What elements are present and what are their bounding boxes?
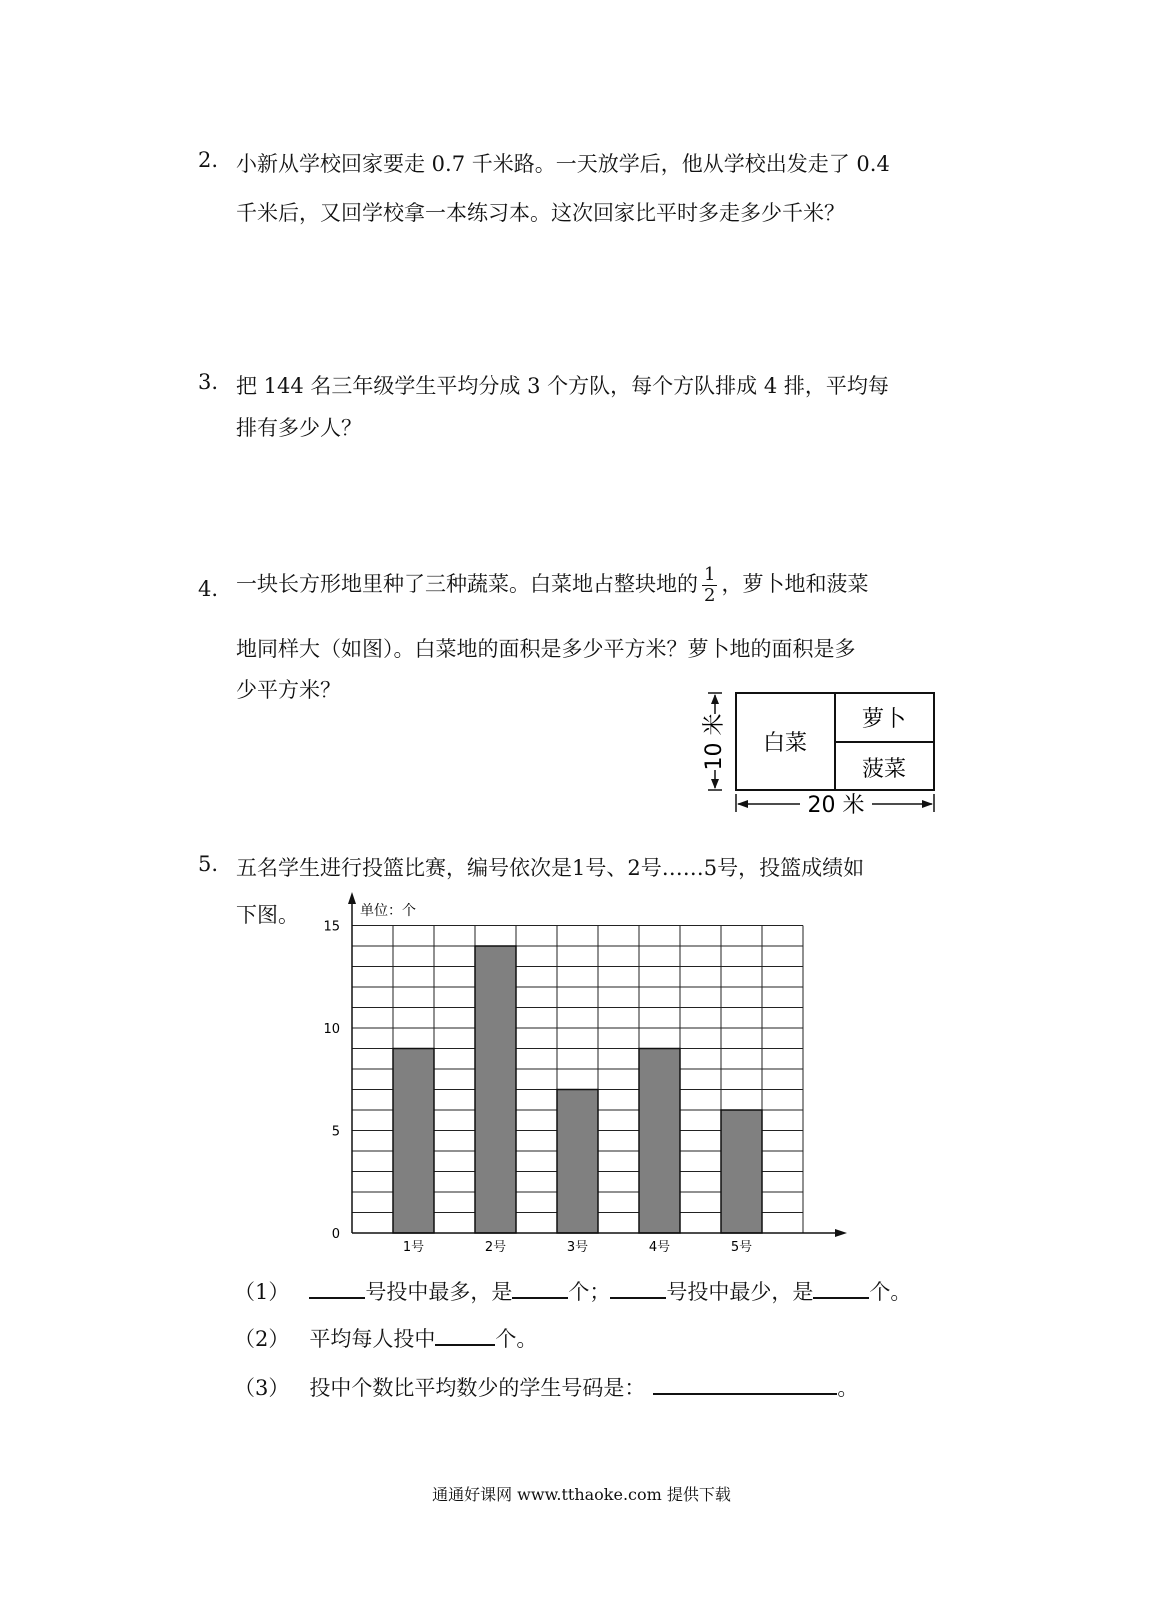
sub-question-1-text-c: 号投中最少，是 (666, 1280, 814, 1304)
sub-question-2-text-b: 个。 (495, 1327, 538, 1351)
y-tick-label: 15 (323, 919, 340, 935)
question-4-line-2: 地同样大（如图）。白菜地的面积是多少平方米？萝卜地的面积是多 (236, 637, 856, 661)
height-label: 10 米 (702, 713, 727, 771)
sub-question-2 (234, 1323, 537, 1353)
bar-2 (475, 946, 516, 1233)
x-tick-label: 3号 (566, 1240, 589, 1255)
sub-question-2-label: （2） (234, 1327, 290, 1351)
x-tick-label: 4号 (648, 1240, 671, 1255)
x-tick-label: 5号 (730, 1240, 753, 1255)
x-tick-label: 1号 (402, 1240, 425, 1255)
answer-blank-below-average[interactable] (653, 1373, 837, 1395)
spinach-label: 菠菜 (861, 757, 907, 782)
answer-blank-most-number[interactable] (309, 1277, 365, 1299)
question-5-line-1: 五名学生进行投篮比赛，编号依次是1号、2号……5号，投篮成绩如 (236, 856, 865, 880)
page-footer: 通通好课网 www.tthaoke.com 提供下载 (432, 1485, 731, 1504)
answer-blank-average[interactable] (435, 1324, 495, 1346)
sub-question-3-text-a: 投中个数比平均数少的学生号码是： (309, 1376, 646, 1400)
sub-question-3-text-b: 。 (837, 1376, 859, 1400)
question-4-line-3: 少平方米？ (236, 678, 341, 702)
question-3-number: 3. (198, 370, 219, 394)
sub-question-1 (234, 1276, 911, 1306)
question-2-line-2: 千米后，又回学校拿一本练习本。这次回家比平时多走多少千米？ (236, 201, 845, 225)
question-4-text-b: ，萝卜地和菠菜 (721, 572, 869, 596)
basketball-score-chart (310, 888, 860, 1263)
radish-label: 萝卜 (861, 707, 907, 732)
chart-y-ticks (323, 920, 340, 1243)
question-4-line-1 (236, 565, 868, 606)
field-diagram (696, 686, 956, 826)
y-tick-label: 5 (331, 1124, 340, 1140)
height-dimension (702, 693, 727, 790)
sub-question-2-text-a: 平均每人投中 (309, 1327, 436, 1351)
question-4-number: 4. (198, 577, 219, 601)
question-3-line-2: 排有多少人？ (236, 416, 362, 440)
bar-1 (393, 1049, 434, 1234)
answer-blank-least-number[interactable] (610, 1277, 666, 1299)
x-tick-label: 2号 (484, 1240, 507, 1255)
question-3-line-1: 把 144 名三年级学生平均分成 3 个方队，每个方队排成 4 排，平均每 (236, 374, 889, 398)
answer-blank-least-count[interactable] (813, 1277, 869, 1299)
question-5-number: 5. (198, 852, 219, 876)
question-4-text-a: 一块长方形地里种了三种蔬菜。白菜地占整块地的 (236, 572, 698, 596)
sub-question-3 (234, 1372, 858, 1402)
fraction-numerator: 1 (704, 564, 716, 585)
question-2-line-1: 小新从学校回家要走 0.7 千米路。一天放学后，他从学校出发走了 0.4 (236, 152, 890, 176)
x-axis-arrow (835, 1229, 847, 1237)
fraction-one-half (702, 565, 717, 606)
bar-5 (721, 1110, 762, 1233)
width-label: 20 米 (807, 793, 865, 818)
sub-question-3-label: （3） (234, 1376, 290, 1400)
sub-question-1-text-b: 个； (568, 1280, 611, 1304)
chart-x-ticks (403, 1240, 752, 1255)
y-axis-arrow (348, 892, 356, 904)
cabbage-label: 白菜 (762, 731, 808, 756)
bar-4 (639, 1049, 680, 1234)
sub-question-1-text-d: 个。 (869, 1280, 912, 1304)
y-tick-label: 0 (331, 1227, 340, 1242)
question-2-number: 2. (198, 148, 219, 172)
sub-question-1-text-a: 号投中最多，是 (365, 1280, 513, 1304)
y-tick-label: 10 (323, 1022, 340, 1037)
sub-question-1-label: （1） (234, 1280, 290, 1304)
width-dimension (736, 792, 934, 818)
bar-3 (557, 1090, 598, 1234)
fraction-denominator: 2 (704, 585, 716, 606)
question-5-line-2: 下图。 (236, 903, 299, 927)
chart-unit-label: 单位：个 (360, 903, 416, 919)
answer-blank-most-count[interactable] (512, 1277, 568, 1299)
